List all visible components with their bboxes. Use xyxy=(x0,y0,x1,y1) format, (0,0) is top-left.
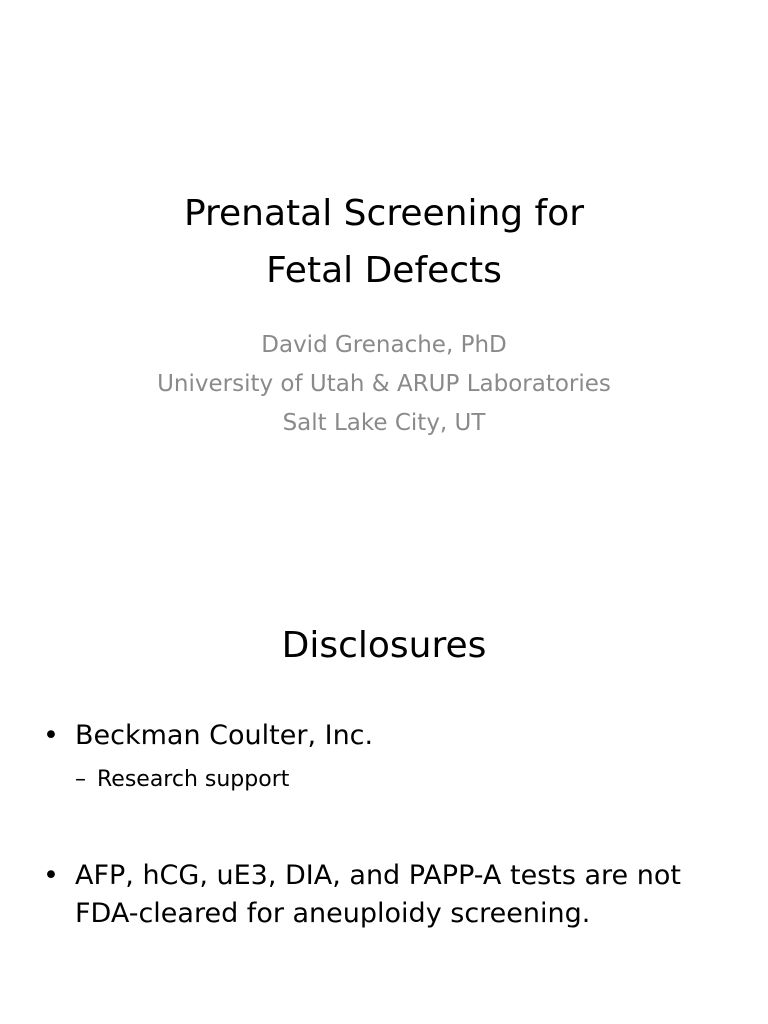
bullet-text-line-1: AFP, hCG, uE3, DIA, and PAPP-A tests are not xyxy=(75,860,681,891)
bullet-dot: • xyxy=(43,860,59,891)
sub-bullet-dash: – xyxy=(75,767,86,792)
author-location: Salt Lake City, UT xyxy=(282,410,486,436)
slide-title-line-2: Fetal Defects xyxy=(266,250,502,291)
bullet-text: Beckman Coulter, Inc. xyxy=(75,720,374,751)
bullet-item xyxy=(43,857,681,933)
bullet-text-line-2: FDA-cleared for aneuploidy screening. xyxy=(75,898,591,929)
author-affiliation: University of Utah & ARUP Laboratories xyxy=(157,371,611,397)
sub-bullet-item xyxy=(75,765,289,795)
slide-title-line-1: Prenatal Screening for xyxy=(183,193,585,234)
disclosures-title: Disclosures xyxy=(281,625,487,666)
sub-bullet-text: Research support xyxy=(97,767,290,792)
disclosures-slide xyxy=(0,512,768,1024)
bullet-dot: • xyxy=(43,720,59,751)
bullet-item xyxy=(43,717,374,755)
author-name: David Grenache, PhD xyxy=(261,332,507,358)
